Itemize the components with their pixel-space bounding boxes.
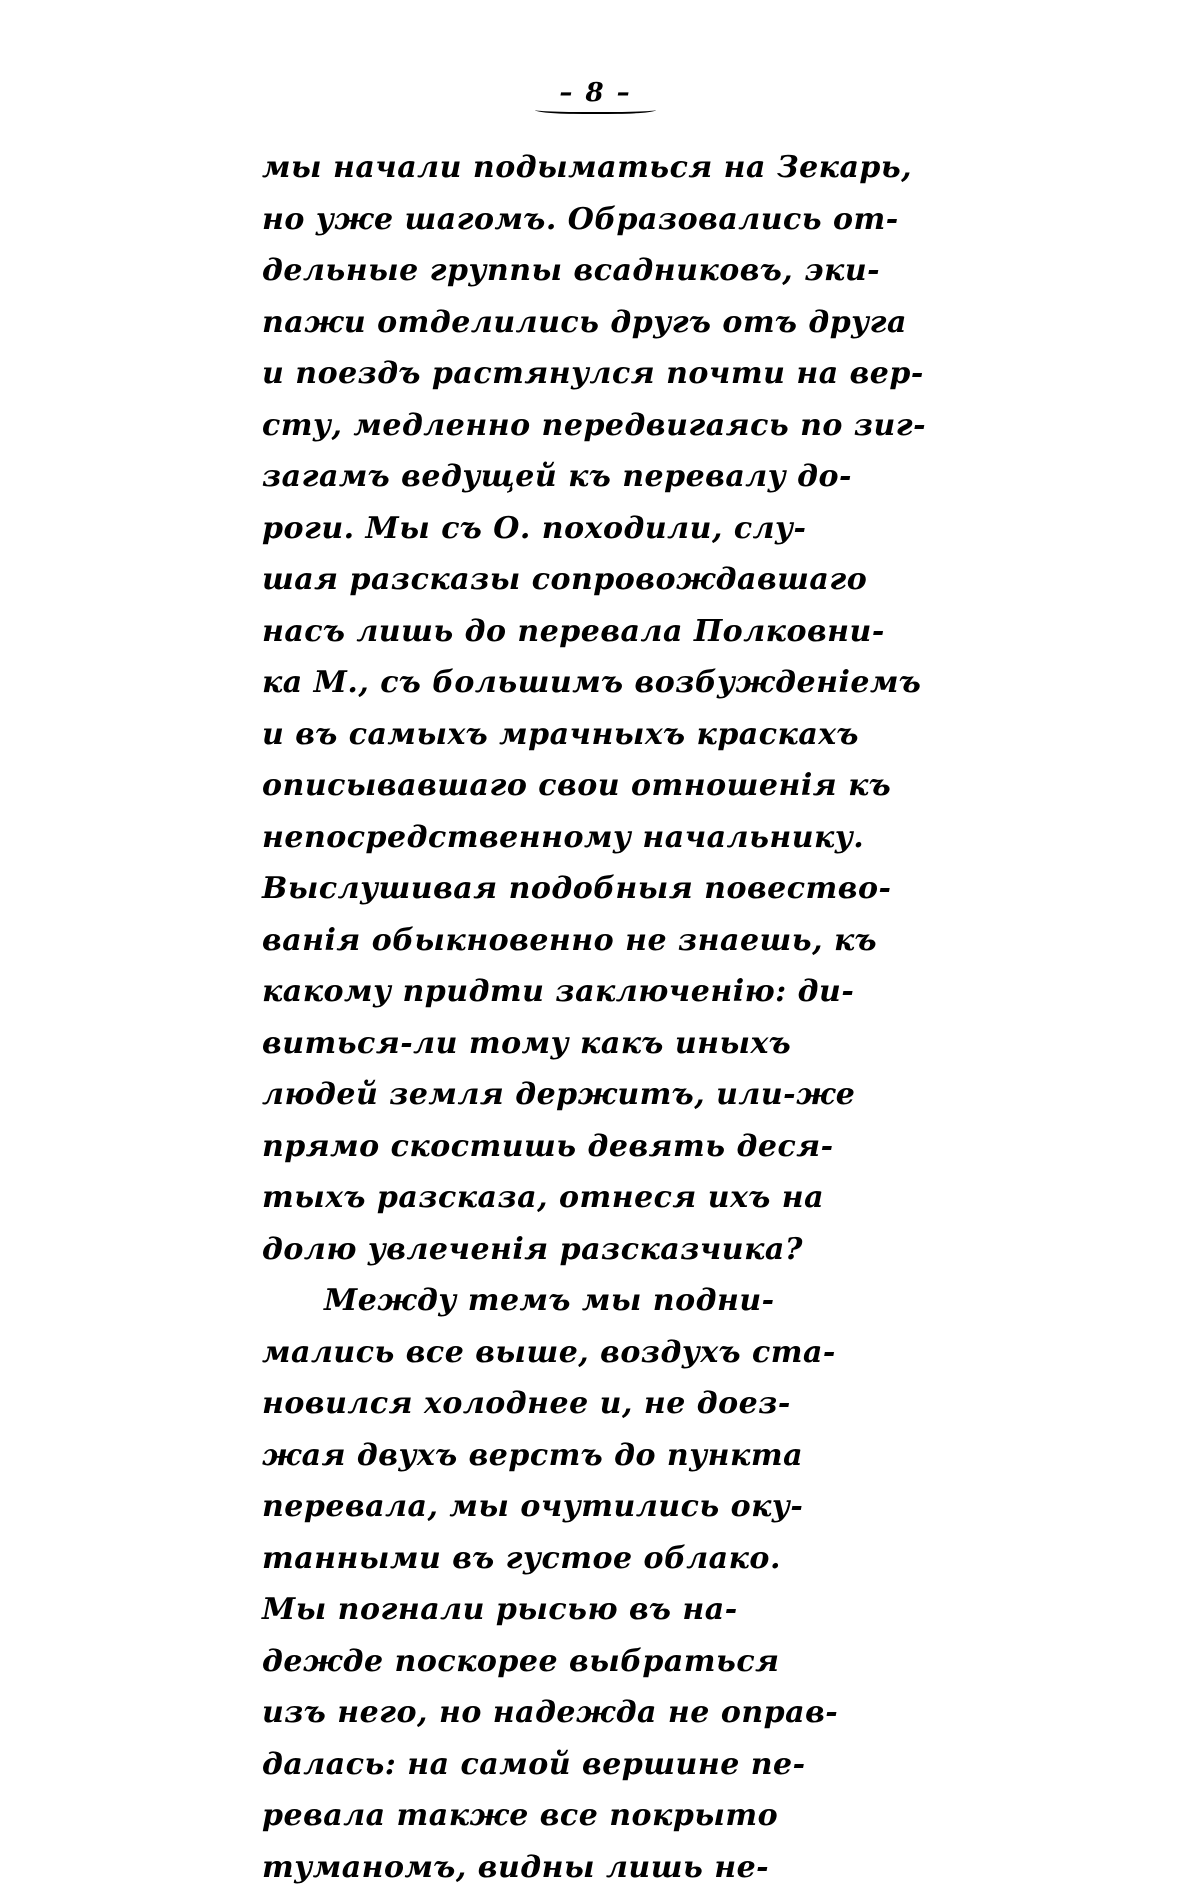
text-line: дельные группы всадниковъ, эки- <box>262 245 882 297</box>
text-line: мы начали подыматься на Зекарь, <box>262 142 882 194</box>
text-line: тыхъ разсказа, отнеся ихъ на <box>262 1172 882 1224</box>
text-line: людей земля держитъ, или-же <box>262 1069 882 1121</box>
paragraph-start-line: Между темъ мы подни- <box>262 1275 882 1327</box>
text-line: ванiя обыкновенно не знаешь, къ <box>262 915 882 967</box>
handwritten-text-block <box>262 142 882 1893</box>
text-line: непосредственному начальнику. <box>262 812 882 864</box>
text-line: изъ него, но надежда не оправ- <box>262 1687 882 1739</box>
text-line: но уже шагомъ. Образовались от- <box>262 194 882 246</box>
text-line: прямо скостишь девять деся- <box>262 1121 882 1173</box>
text-line: загамъ ведущей къ перевалу до- <box>262 451 882 503</box>
text-line: и поездъ растянулся почти на вер- <box>262 348 882 400</box>
text-line: новился холоднее и, не доез- <box>262 1378 882 1430</box>
text-line: танными въ густое облако. <box>262 1533 882 1585</box>
text-line: мались все выше, воздухъ ста- <box>262 1327 882 1379</box>
text-line: перевала, мы очутились оку- <box>262 1481 882 1533</box>
page-header <box>0 78 1191 108</box>
text-line: жая двухъ верстъ до пункта <box>262 1430 882 1482</box>
text-line: роги. Мы съ О. походили, слу- <box>262 503 882 555</box>
text-line: Мы погнали рысью въ на- <box>262 1584 882 1636</box>
text-line: Выслушивая подобныя повество- <box>262 863 882 915</box>
text-line: описывавшаго свои отношенiя къ <box>262 760 882 812</box>
text-line: какому придти заключенiю: ди- <box>262 966 882 1018</box>
text-line: дежде поскорее выбраться <box>262 1636 882 1688</box>
page-number <box>553 78 637 108</box>
page-number-text: – 8 – <box>559 78 631 108</box>
text-line: долю увлеченiя разсказчика? <box>262 1224 882 1276</box>
text-line: ка М., съ большимъ возбужденiемъ <box>262 657 882 709</box>
text-line: далась: на самой вершине пе- <box>262 1739 882 1791</box>
text-line: шая разсказы сопровождавшаго <box>262 554 882 606</box>
page-number-flourish <box>535 104 655 114</box>
text-line: и въ самыхъ мрачныхъ краскахъ <box>262 709 882 761</box>
text-line: сту, медленно передвигаясь по зиг- <box>262 400 882 452</box>
text-line: насъ лишь до перевала Полковни- <box>262 606 882 658</box>
text-line: виться-ли тому какъ иныхъ <box>262 1018 882 1070</box>
text-line: ревала также все покрыто <box>262 1790 882 1842</box>
text-line: туманомъ, видны лишь не- <box>262 1842 882 1893</box>
text-line: пажи отделились другъ отъ друга <box>262 297 882 349</box>
